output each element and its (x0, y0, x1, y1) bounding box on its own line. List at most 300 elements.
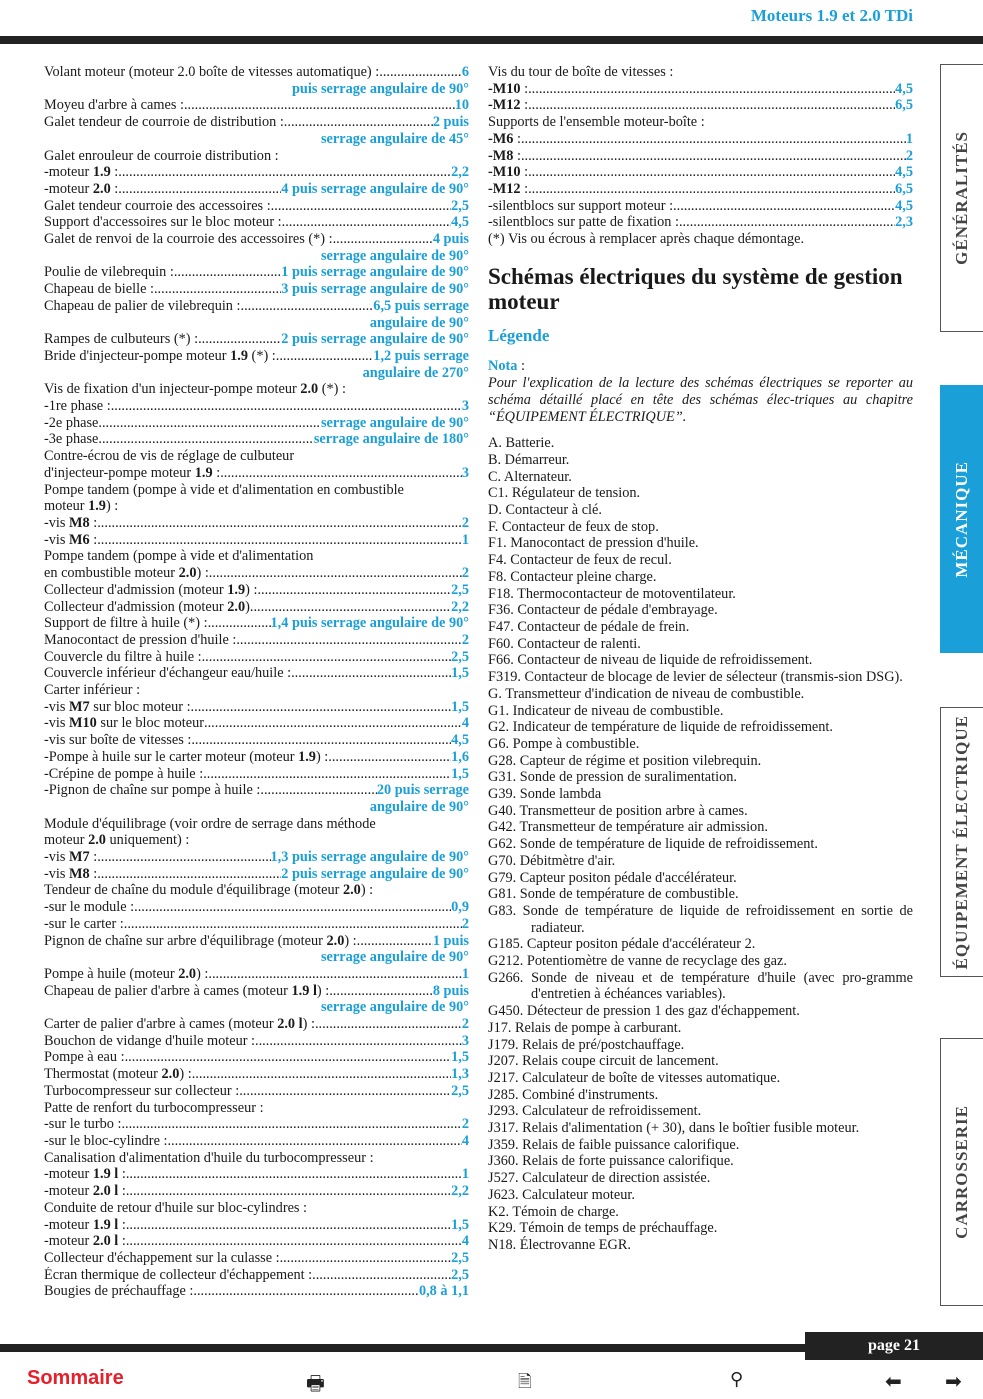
spec-label-suffix: : (89, 514, 98, 531)
spec-row (44, 715, 469, 732)
spec-row (44, 933, 469, 950)
dot-leader (126, 1217, 451, 1234)
spec-row (44, 1283, 469, 1300)
legend-item: B. Démarreur. (488, 451, 570, 468)
legend-item: J527. Calculateur de direction assistée. (488, 1170, 711, 1187)
legend-item: G185. Capteur positon pédale d'accélérateur 2. (488, 936, 756, 953)
spec-row (44, 1133, 469, 1150)
spec-text (44, 1100, 469, 1117)
spec-value: 4,5 (451, 732, 469, 749)
spec-label (44, 916, 124, 933)
spec-label (44, 198, 271, 215)
tab-mecanique-label: MÉCANIQUE (952, 460, 971, 578)
dot-leader (98, 431, 313, 448)
arrow-left-icon[interactable]: ⬅ (885, 1369, 902, 1393)
spec-label-text: -vis (44, 715, 70, 732)
spec-label (44, 615, 208, 632)
spec-label-bold: 2.0 (92, 180, 111, 197)
spec-text (488, 114, 913, 131)
spec-row (44, 615, 469, 632)
spec-value: 2 (461, 1116, 469, 1133)
spec-label-suffix: ) : (105, 498, 119, 515)
legend-subtitle: Légende (488, 325, 550, 345)
spec-row (44, 331, 469, 348)
tab-equipement-electrique[interactable] (940, 707, 983, 977)
spec-text (44, 816, 469, 833)
spec-text (44, 682, 469, 699)
spec-label-text: -moteur (44, 1216, 93, 1233)
spec-label-text: -sur le bloc-cylindre : (44, 1133, 168, 1149)
spec-row (44, 281, 469, 298)
spec-text (44, 148, 469, 165)
legend-item: G39. Sonde lambda (488, 786, 602, 803)
spec-label-text: -3e phase (44, 431, 99, 448)
dot-leader (97, 849, 270, 866)
spec-label-bold: M8 (69, 514, 90, 531)
spec-label-bold: -M8 (488, 147, 514, 164)
spec-row (44, 181, 469, 198)
spec-label-text: -moteur (44, 164, 93, 181)
spec-row (44, 415, 469, 432)
dot-leader (257, 582, 451, 599)
spec-label-text: -moteur (44, 1183, 93, 1200)
spec-label-text: Supports de l'ensemble moteur-boîte : (488, 114, 705, 131)
legend-item: J317. Relais d'alimentation (+ 30), dans le boîtier fusible moteur. (488, 1120, 860, 1137)
spec-label (44, 849, 97, 866)
spec-label-text: Pignon de chaîne sur arbre d'équilibrage (moteur (44, 932, 327, 949)
spec-row (44, 849, 469, 866)
spec-label-text: Galet tendeur courroie des accessoires : (44, 197, 271, 214)
spec-label (44, 1233, 126, 1250)
spec-label-bold: 2.0 (178, 565, 197, 582)
tab-generalites[interactable] (940, 64, 983, 332)
dot-leader (208, 966, 461, 983)
dot-leader (191, 732, 451, 749)
legend-item: G79. Capteur positon pédale d'accélérateur. (488, 869, 737, 886)
spec-label (44, 264, 174, 281)
page-zoom-icon[interactable]: 🗎 (518, 1372, 532, 1392)
spec-row (488, 81, 913, 98)
spec-row (44, 1016, 469, 1033)
dot-leader (220, 465, 462, 482)
spec-label-text: Tendeur de chaîne du module d'équilibrage (moteur (44, 882, 343, 899)
spec-label (44, 1100, 264, 1116)
spec-text (44, 381, 469, 398)
tab-generalites-label: GÉNÉRALITÉS (952, 131, 971, 265)
dot-leader (521, 131, 906, 148)
spec-continuation: serrage angulaire de 90° (320, 949, 469, 966)
spec-label (44, 97, 184, 114)
spec-text (44, 448, 469, 465)
spec-label (488, 131, 521, 148)
legend-item: G266. Sonde de niveau et de température d'huile (avec pro-gramme d'entretien à échéances variables). (488, 969, 913, 1003)
dot-leader (528, 181, 895, 198)
spec-label (44, 64, 379, 81)
spec-value: 3 (461, 1032, 469, 1049)
spec-value: 2,2 (451, 164, 469, 181)
spec-label (44, 649, 202, 666)
spec-row (44, 899, 469, 916)
spec-row (44, 632, 469, 649)
dot-leader (276, 348, 374, 365)
spec-label (44, 1250, 280, 1267)
legend-item: J359. Relais de faible puissance calorifique. (488, 1136, 740, 1153)
legend-item: F8. Contacteur pleine charge. (488, 568, 657, 585)
nota-label: Nota (488, 358, 518, 375)
spec-value: 2 puis (432, 114, 469, 131)
spec-label (44, 1217, 126, 1234)
dot-leader (673, 198, 895, 215)
spec-label-suffix: ) : (179, 1066, 192, 1083)
spec-label (44, 1116, 121, 1133)
dot-leader (193, 1283, 419, 1300)
spec-label (44, 148, 279, 164)
spec-row (44, 532, 469, 549)
spec-label-bold: 1.9 (88, 498, 106, 515)
dot-leader (134, 899, 451, 916)
spec-label (44, 415, 98, 432)
spec-continuation: puis serrage angulaire de 90° (291, 80, 469, 97)
spec-label-suffix: sur le bloc moteur (96, 715, 205, 732)
spec-continuation: serrage angulaire de 90° (320, 247, 469, 264)
spec-value: 2 (461, 514, 469, 531)
spec-value: 4,5 (895, 197, 913, 214)
spec-value: 2 (461, 1016, 469, 1033)
tab-mecanique[interactable] (940, 385, 983, 653)
spec-label-text: Rampes de culbuteurs (*) : (44, 331, 199, 348)
dot-leader (118, 164, 451, 181)
spec-label (44, 966, 208, 983)
legend-item: J17. Relais de pompe à carburant. (488, 1019, 682, 1036)
spec-label (44, 1200, 307, 1216)
spec-text (44, 548, 469, 565)
spec-label-suffix: : (89, 849, 98, 866)
spec-row (44, 1066, 469, 1083)
spec-text (44, 882, 469, 899)
spec-label-text: (*) Vis ou écrous à remplacer après chaque démontage. (488, 231, 805, 248)
spec-label-text: -sur le carter : (44, 915, 124, 932)
spec-text (44, 498, 469, 515)
spec-row (488, 198, 913, 215)
spec-label-text: Turbocompresseur sur collecteur : (44, 1082, 240, 1099)
spec-label-bold: M7 (69, 849, 90, 866)
spec-row (44, 114, 469, 131)
spec-label (44, 298, 241, 315)
spec-label (44, 482, 404, 498)
spec-row (44, 97, 469, 114)
spec-row (44, 515, 469, 532)
dot-leader (167, 1133, 461, 1150)
dot-leader (679, 214, 895, 231)
spec-label-text: Collecteur d'échappement sur la culasse : (44, 1249, 280, 1266)
dot-leader (328, 749, 451, 766)
dot-leader (236, 632, 461, 649)
spec-label-text: Vis de fixation d'un injecteur-pompe moteur (44, 381, 301, 398)
dot-leader (209, 565, 462, 582)
spec-value: 1,6 (451, 748, 469, 765)
legend-item: J293. Calculateur de refroidissement. (488, 1103, 702, 1120)
dot-leader (241, 298, 374, 315)
dot-leader (118, 181, 281, 198)
spec-label-suffix: : (118, 1233, 126, 1250)
spec-label-suffix: : (520, 180, 529, 197)
spec-value: 20 puis serrage (376, 782, 469, 799)
dot-leader (315, 1016, 462, 1033)
spec-label-text: moteur (44, 832, 89, 849)
spec-label-suffix: : (212, 464, 221, 481)
printer-icon[interactable]: 🖶 (306, 1371, 325, 1395)
spec-value: serrage angulaire de 180° (313, 431, 469, 448)
spec-label-text: Bougies de préchauffage : (44, 1283, 194, 1300)
spec-label (44, 782, 260, 799)
spec-row (44, 599, 469, 616)
spec-row (488, 148, 913, 165)
spec-value: 1,5 (451, 765, 469, 782)
spec-value: 2,2 (451, 598, 469, 615)
nota-heading (488, 358, 913, 375)
spec-value: 1 (461, 1166, 469, 1183)
spec-label-suffix: ) : (315, 748, 329, 765)
spec-row (44, 1267, 469, 1284)
spec-label-text: Conduite de retour d'huile sur bloc-cylindres : (44, 1199, 308, 1216)
legend-item: J179. Relais de pré/postchauffage. (488, 1036, 685, 1053)
dot-leader (124, 916, 462, 933)
spec-label-text: -2e phase (44, 414, 99, 431)
spec-value: 0,9 (451, 899, 469, 916)
spec-label (44, 331, 198, 348)
spec-label (44, 398, 111, 415)
spec-label (44, 1049, 125, 1066)
spec-row (44, 916, 469, 933)
spec-label-suffix: : (520, 97, 529, 114)
tab-carrosserie[interactable] (940, 1038, 983, 1306)
spec-label (44, 699, 191, 716)
spec-row (44, 649, 469, 666)
spec-label (44, 582, 257, 599)
spec-label (44, 1083, 239, 1100)
spec-continuation: serrage angulaire de 45° (320, 130, 469, 147)
spec-value: 4,5 (451, 214, 469, 231)
spec-label (44, 348, 276, 365)
legend-item: K2. Témoin de charge. (488, 1203, 619, 1220)
spec-label (44, 515, 97, 532)
legend-item: F. Contacteur de feux de stop. (488, 518, 659, 535)
spec-label-bold: 1.9 (194, 464, 213, 481)
spec-row (44, 1250, 469, 1267)
spec-label-text: Chapeau de palier de vilebrequin : (44, 297, 241, 314)
spec-label-text: -moteur (44, 1233, 93, 1250)
legend-item: N18. Électrovanne EGR. (488, 1237, 631, 1253)
torque-specs-left-column (44, 64, 469, 1300)
spec-label-text: -vis (44, 865, 70, 882)
spec-value: 1,5 (451, 665, 469, 682)
legend-item: C1. Régulateur de tension. (488, 485, 641, 502)
spec-label (44, 599, 250, 616)
spec-label-text: Collecteur d'admission (moteur (44, 598, 228, 615)
spec-label (44, 983, 329, 1000)
spec-label-text: Thermostat (moteur (44, 1066, 162, 1083)
spec-label (44, 1133, 167, 1150)
spec-label (44, 715, 204, 732)
nota-text: Pour l'explication de la lecture des schémas électriques se reporter au schéma détaillé placé en tête des schémas élec-triques au chapitre “ÉQUIPEMENT ÉLECTRIQUE”. (488, 375, 913, 425)
spec-label (488, 64, 673, 80)
spec-value: 2 (461, 565, 469, 582)
arrow-right-icon[interactable]: ➡ (945, 1369, 962, 1393)
dot-leader (528, 81, 895, 98)
spec-value: 2 puis serrage angulaire de 90° (281, 865, 469, 882)
spec-text (44, 1200, 469, 1217)
spec-label-text: Chapeau de bielle : (44, 281, 154, 298)
spec-label-text: -1re phase : (44, 398, 111, 415)
spec-label (44, 1150, 374, 1166)
dot-leader (260, 782, 376, 799)
spec-label-text: en combustible moteur (44, 565, 179, 582)
spec-label-bold: -M10 (488, 164, 521, 181)
spec-row (44, 348, 469, 365)
spec-row (44, 264, 469, 281)
spec-label-text: -Pompe à huile sur le carter moteur (moteur (44, 748, 299, 765)
spec-label-suffix: uniquement) : (105, 832, 190, 849)
spec-row (44, 1049, 469, 1066)
spec-value: 8 puis (432, 982, 469, 999)
spec-label (44, 866, 97, 883)
legend-item: G1. Indicateur de niveau de combustible. (488, 702, 724, 719)
dot-leader (121, 1116, 461, 1133)
spec-label-suffix: : (89, 531, 98, 548)
spec-label-suffix: : (513, 130, 521, 147)
spec-label-text: Patte de renfort du turbocompresseur : (44, 1099, 264, 1116)
spec-label (44, 281, 154, 298)
spec-label (44, 214, 282, 231)
spec-label-text: Carter inférieur : (44, 682, 141, 699)
spec-label-bold: 1.9 l (92, 1216, 119, 1233)
spec-label (44, 933, 357, 950)
spec-label-bold: 1.9 (298, 748, 316, 765)
spec-value: 2,5 (451, 648, 469, 665)
dot-leader (528, 164, 895, 181)
spec-label-text: Pompe à huile (moteur (44, 965, 179, 982)
legend-item: J217. Calculateur de boîte de vitesses automatique. (488, 1069, 781, 1086)
dot-leader (250, 599, 451, 616)
spec-label-bold: 2.0 (88, 832, 106, 849)
spec-label (44, 448, 294, 464)
dot-leader (184, 97, 455, 114)
spec-row (488, 181, 913, 198)
spec-label-bold: -M6 (488, 130, 514, 147)
spec-row (44, 214, 469, 231)
spec-label (488, 231, 804, 247)
spec-label (488, 198, 673, 215)
spec-value: 1,3 puis serrage angulaire de 90° (270, 849, 469, 866)
spec-label (44, 114, 284, 131)
dot-leader (280, 1250, 452, 1267)
spec-value: 1,5 (451, 698, 469, 715)
spec-label-bold: M10 (69, 715, 97, 732)
spec-label (44, 498, 118, 514)
spec-label-text: Bride d'injecteur-pompe moteur (44, 347, 231, 364)
spec-value: 3 puis serrage angulaire de 90° (281, 281, 469, 298)
dot-leader (379, 64, 462, 81)
section-title: Schémas électriques du système de gestion moteur (488, 263, 903, 314)
spec-label (44, 1283, 193, 1300)
legend-item: G40. Transmetteur de position arbre à cames. (488, 802, 748, 819)
spec-label (488, 214, 679, 231)
spec-label-text: Support de filtre à huile (*) : (44, 615, 208, 632)
spec-label-suffix: ) (245, 598, 250, 615)
dot-leader (198, 331, 281, 348)
spec-label-bold: -M12 (488, 97, 521, 114)
spec-row (44, 983, 469, 1000)
legend-item: G81. Sonde de température de combustible. (488, 886, 739, 903)
spec-value: 4,5 (895, 164, 913, 181)
spec-label (44, 749, 328, 766)
spec-value: 4,5 (895, 80, 913, 97)
legend-item: F319. Contacteur de blocage de levier de sélecteur (transmis-sion DSG). (488, 669, 903, 686)
spec-label-text: Pompe tandem (pompe à vide et d'alimentation (44, 548, 314, 565)
spec-label-text: -sur le module : (44, 899, 135, 916)
spec-value: 6,5 (895, 97, 913, 114)
spec-label (44, 181, 118, 198)
legend-item: D. Contacteur à clé. (488, 502, 602, 519)
spec-label-bold: M7 (69, 698, 90, 715)
spec-label (488, 181, 528, 198)
spec-label (44, 431, 98, 448)
spec-label-suffix: (*) : (318, 381, 346, 398)
spec-label-text: Collecteur d'admission (moteur (44, 581, 228, 598)
spec-row (44, 966, 469, 983)
spec-label-text: Support d'accessoires sur le bloc moteur : (44, 214, 282, 231)
spec-text (488, 231, 913, 248)
spec-label (44, 1166, 126, 1183)
spec-label-bold: 2.0 (161, 1066, 180, 1083)
spec-value: 4 (461, 1133, 469, 1149)
spec-label (488, 164, 528, 181)
spec-label-text: Écran thermique de collecteur d'échappement : (44, 1266, 313, 1283)
spec-row (488, 214, 913, 231)
spec-row (44, 1233, 469, 1250)
dot-leader (126, 1166, 462, 1183)
dot-leader (202, 649, 452, 666)
dot-leader (126, 1233, 462, 1250)
binoculars-icon[interactable]: ⚲ (730, 1369, 744, 1390)
spec-label-suffix: : (118, 1183, 126, 1200)
spec-label (488, 148, 521, 165)
spec-label (488, 97, 528, 114)
legend-item: G28. Capteur de régime et position vilebrequin. (488, 752, 762, 769)
spec-label (44, 164, 118, 181)
spec-row (44, 1166, 469, 1183)
spec-row (44, 1083, 469, 1100)
spec-label-text: Pompe à eau : (44, 1049, 125, 1066)
spec-value: 4 (461, 715, 469, 732)
dot-leader (284, 114, 433, 131)
spec-label-suffix: : (118, 1216, 126, 1233)
spec-label-text: Poulie de vilebrequin : (44, 264, 174, 281)
legend-item: F60. Contacteur de ralenti. (488, 635, 641, 652)
dot-leader (312, 1267, 451, 1284)
spec-value: 4 puis (432, 231, 469, 248)
spec-label-text: -vis sur boîte de vitesses : (44, 732, 192, 749)
spec-label-suffix: : (520, 80, 529, 97)
spec-label-suffix: : (89, 865, 98, 882)
legend-item: G. Transmetteur d'indication de niveau de combustible. (488, 685, 805, 702)
sommaire-link[interactable]: Sommaire (27, 1367, 124, 1389)
spec-row (44, 1033, 469, 1050)
spec-label (44, 231, 333, 248)
spec-row (488, 131, 913, 148)
dot-leader (97, 515, 462, 532)
spec-label-text: -moteur (44, 1166, 93, 1183)
